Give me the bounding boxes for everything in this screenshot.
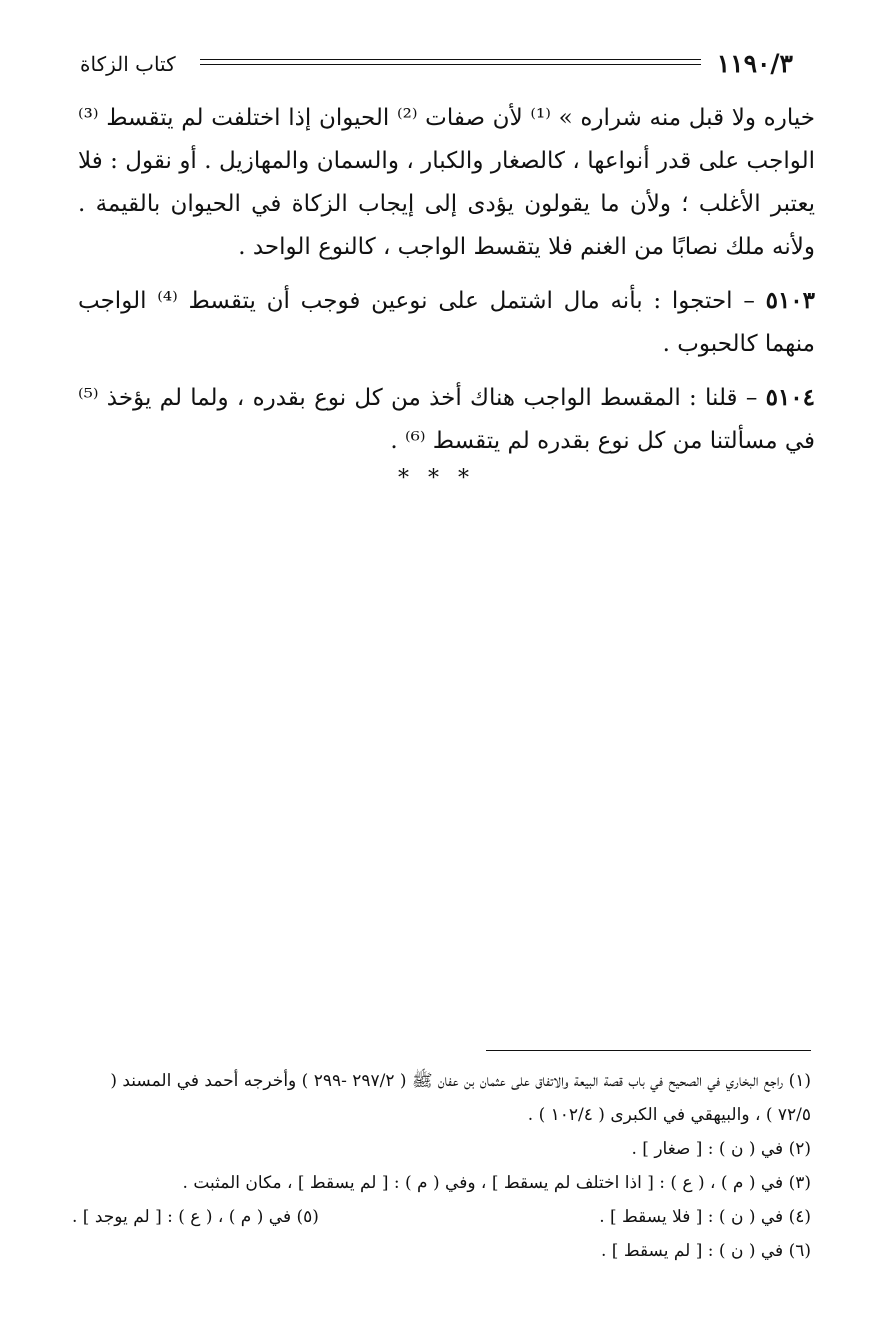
paragraph-2-text: – احتجوا : بأنه مال اشتمل على نوعين فوجب أن يتقسط ⁽⁴⁾ الواجب منهما كالحبوب .: [78, 288, 815, 357]
paragraph-continuation: [78, 97, 815, 269]
footnote-1: (١) راجع البخاري في الصحيح في باب قصة البيعة والاتفاق على عثمان بن عفان ﷺ ( ٢٩٧/٢ -٢٩٩ ) وأخرجه أحمد في المسند ( ٧٢/٥ ) ، والبيهقي في الكبرى ( ١٠٢/٤ ) .: [110, 1071, 811, 1125]
paragraph-5103: [78, 279, 815, 366]
main-text: [78, 97, 815, 473]
book-title: كتاب الزكاة: [80, 52, 176, 76]
running-header: [80, 44, 793, 84]
footnotes: [72, 1064, 811, 1268]
paragraph-1-text: خياره ولا قبل منه شراره » ⁽¹⁾ لأن صفات ⁽²⁾ الحيوان إذا اختلفت لم يتقسط ⁽³⁾ الواجب على قدر أنواعها ، كالصغار والكبار ، والسمان والمهازيل . أو نقول : فلا يعتبر الأغلب ؛ ولأن ما يقولون يؤدى إلى إيجاب الزكاة في الحيوان بالقيمة . ولأنه ملك نصابًا من الغنم فلا يتقسط الواجب ، كالنوع الواحد .: [78, 105, 816, 260]
page-number: ١١٩٠/٣: [716, 49, 793, 78]
footnote-row-4-5: [72, 1200, 811, 1234]
paragraph-3-text: – قلنا : المقسط الواجب هناك أخذ من كل نوع بقدره ، ولما لم يؤخذ ⁽⁵⁾ في مسألتنا من كل نوع بقدره لم يتقسط ⁽⁶⁾ .: [78, 385, 815, 454]
footnote-6: (٦) في ( ن ) : [ لم يسقط ] .: [600, 1241, 811, 1261]
footnote-5: (٥) في ( م ) ، ( ع ) : [ لم يوجد ] .: [72, 1207, 319, 1227]
paragraph-5104: [78, 376, 815, 463]
paragraph-number: ٥١٠٤: [765, 384, 815, 411]
header-double-rule: [200, 59, 701, 65]
footnote-divider: [486, 1050, 811, 1051]
footnote-2: (٢) في ( ن ) : [ صغار ] .: [631, 1139, 811, 1159]
paragraph-number: ٥١٠٣: [765, 287, 816, 314]
section-separator: * * *: [398, 466, 475, 491]
footnote-4: (٤) في ( ن ) : [ فلا يسقط ] .: [599, 1207, 811, 1227]
footnote-3: (٣) في ( م ) ، ( ع ) : [ اذا اختلف لم يسقط ] ، وفي ( م ) : [ لم يسقط ] ، مكان المثبت .: [182, 1173, 811, 1193]
